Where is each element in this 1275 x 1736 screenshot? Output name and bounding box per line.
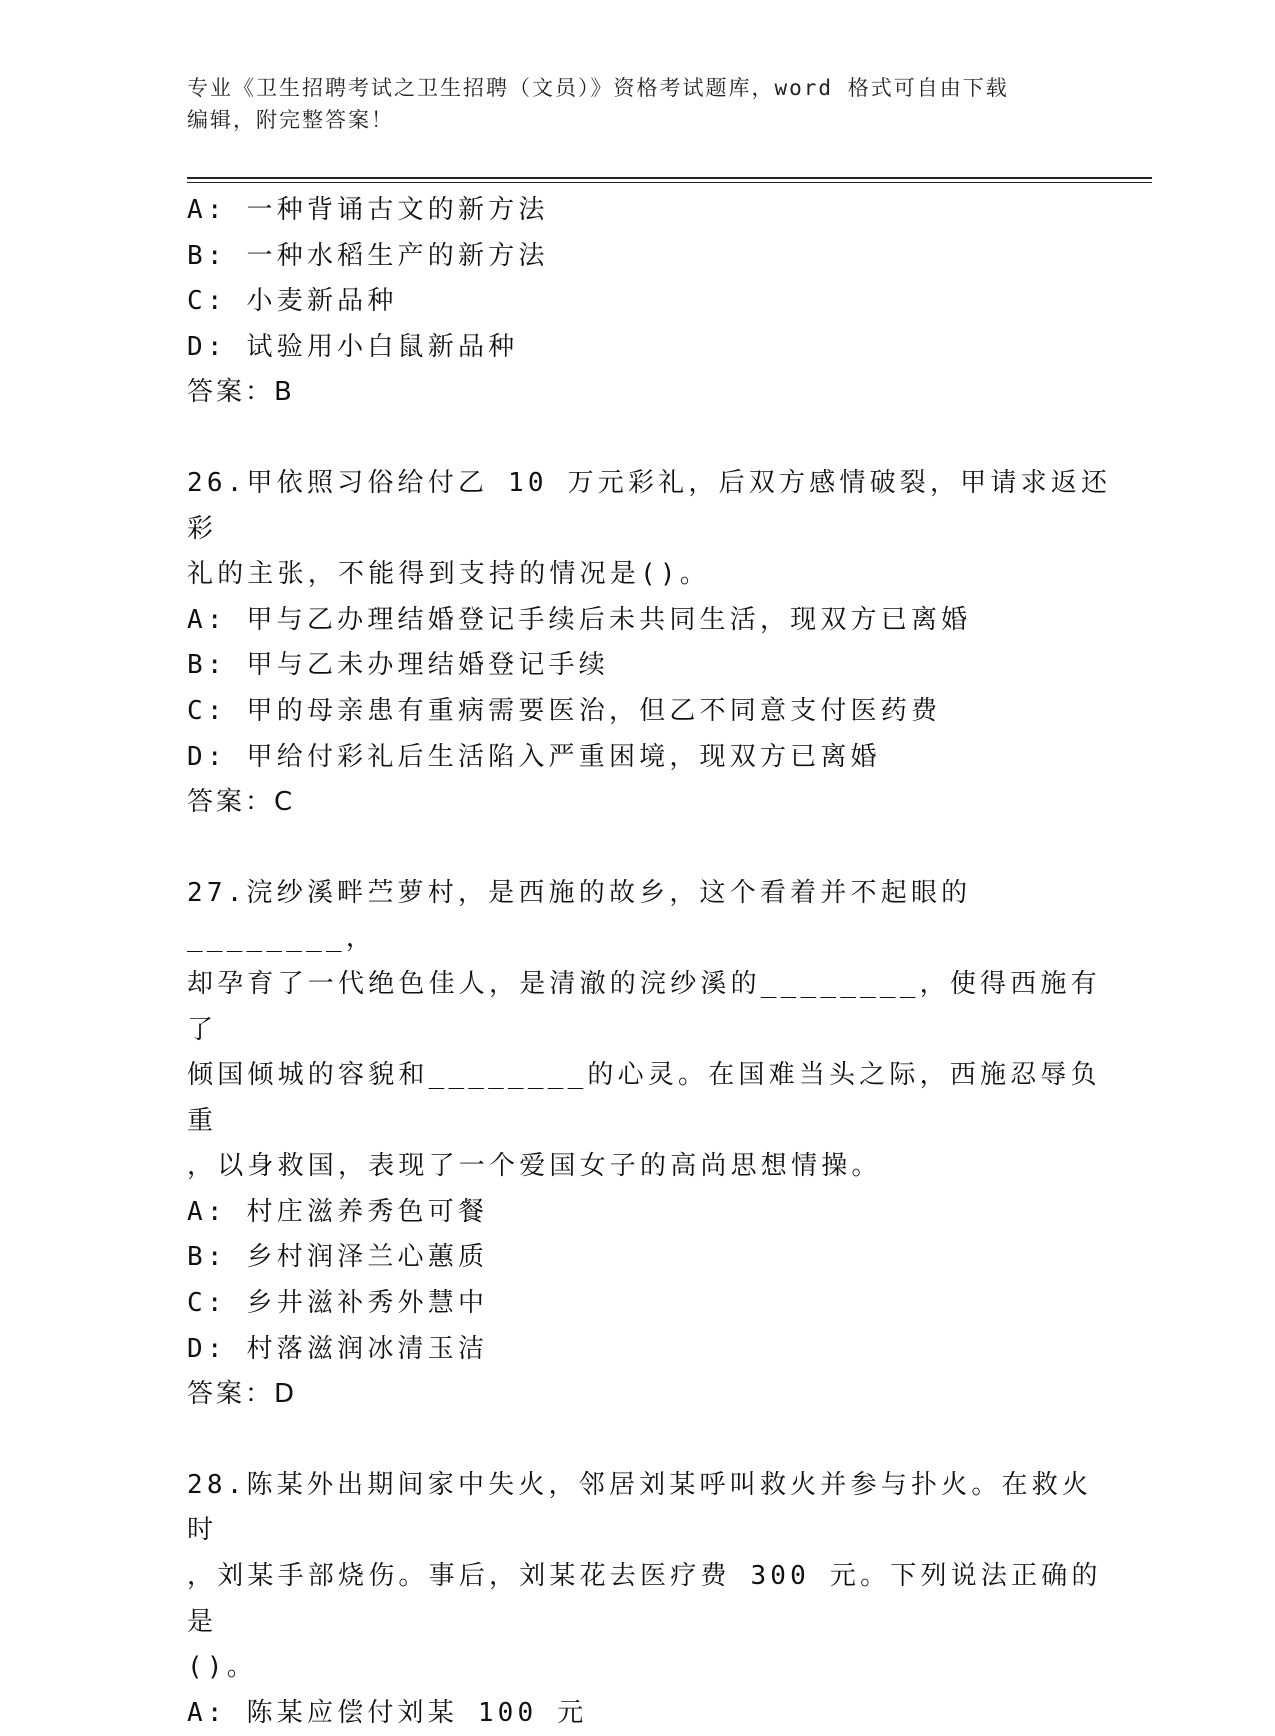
q28-stem-line-2: ，刘某手部烧伤。事后，刘某花去医疗费 300 元。下列说法正确的是: [187, 1561, 1102, 1637]
q27-stem-line-2: 却孕育了一代绝色佳人，是清澈的浣纱溪的________，使得西施有了: [187, 968, 1101, 1045]
q25-option-c: C: 小麦新品种: [187, 286, 398, 317]
header-line-2: 编辑，附完整答案！: [187, 108, 394, 132]
question-27-block: [187, 871, 1117, 1418]
q27-stem-line-4: ，以身救国，表现了一个爱国女子的高尚思想情操。: [187, 1151, 882, 1182]
q26-answer: 答案：C: [187, 787, 296, 818]
q28-option-a: A: 陈某应偿付刘某 100 元: [187, 1697, 588, 1728]
question-28-block: [187, 1463, 1117, 1736]
q27-option-a: A: 村庄滋养秀色可餐: [187, 1196, 489, 1227]
q28-stem-line-3: ()。: [187, 1652, 257, 1683]
q26-stem-line-2: 礼的主张，不能得到支持的情况是()。: [187, 559, 710, 590]
q25-option-a: A: 一种背诵古文的新方法: [187, 195, 549, 225]
q25-option-b: B: 一种水稻生产的新方法: [187, 240, 549, 271]
q28-stem-line-1: 28.陈某外出期间家中失火，邻居刘某呼叫救火并参与扑火。在救火时: [187, 1469, 1093, 1546]
question-25-block: [187, 188, 1117, 416]
q26-option-a: A: 甲与乙办理结婚登记手续后未共同生活，现双方已离婚: [187, 604, 972, 635]
q27-stem-line-1: 27.浣纱溪畔苎萝村，是西施的故乡，这个看着并不起眼的________，: [187, 877, 972, 954]
q27-option-c: C: 乡井滋补秀外慧中: [187, 1288, 489, 1319]
q27-answer: 答案：D: [187, 1379, 298, 1410]
q26-option-c: C: 甲的母亲患有重病需要医治，但乙不同意支付医药费: [187, 695, 942, 726]
header-rule-thick: [187, 177, 1152, 179]
question-content: [187, 188, 1117, 1736]
q26-option-d: D: 甲给付彩礼后生活陷入严重困境，现双方已离婚: [187, 741, 881, 772]
q27-stem-line-3: 倾国倾城的容貌和________的心灵。在国难当头之际，西施忍辱负重: [187, 1060, 1101, 1136]
document-header: [187, 72, 1087, 136]
q25-option-d: D: 试验用小白鼠新品种: [187, 331, 519, 362]
question-26-block: [187, 461, 1117, 826]
header-rule-thin: [187, 182, 1152, 183]
q27-option-b: B: 乡村润泽兰心蕙质: [187, 1242, 489, 1273]
q27-option-d: D: 村落滋润冰清玉洁: [187, 1333, 489, 1364]
header-line-1: 专业《卫生招聘考试之卫生招聘（文员）》资格考试题库，word 格式可自由下载: [187, 76, 1009, 100]
q25-answer: 答案：B: [187, 377, 295, 408]
q26-option-b: B: 甲与乙未办理结婚登记手续: [187, 650, 609, 681]
q26-stem-line-1: 26.甲依照习俗给付乙 10 万元彩礼，后双方感情破裂，甲请求返还彩: [187, 467, 1112, 544]
